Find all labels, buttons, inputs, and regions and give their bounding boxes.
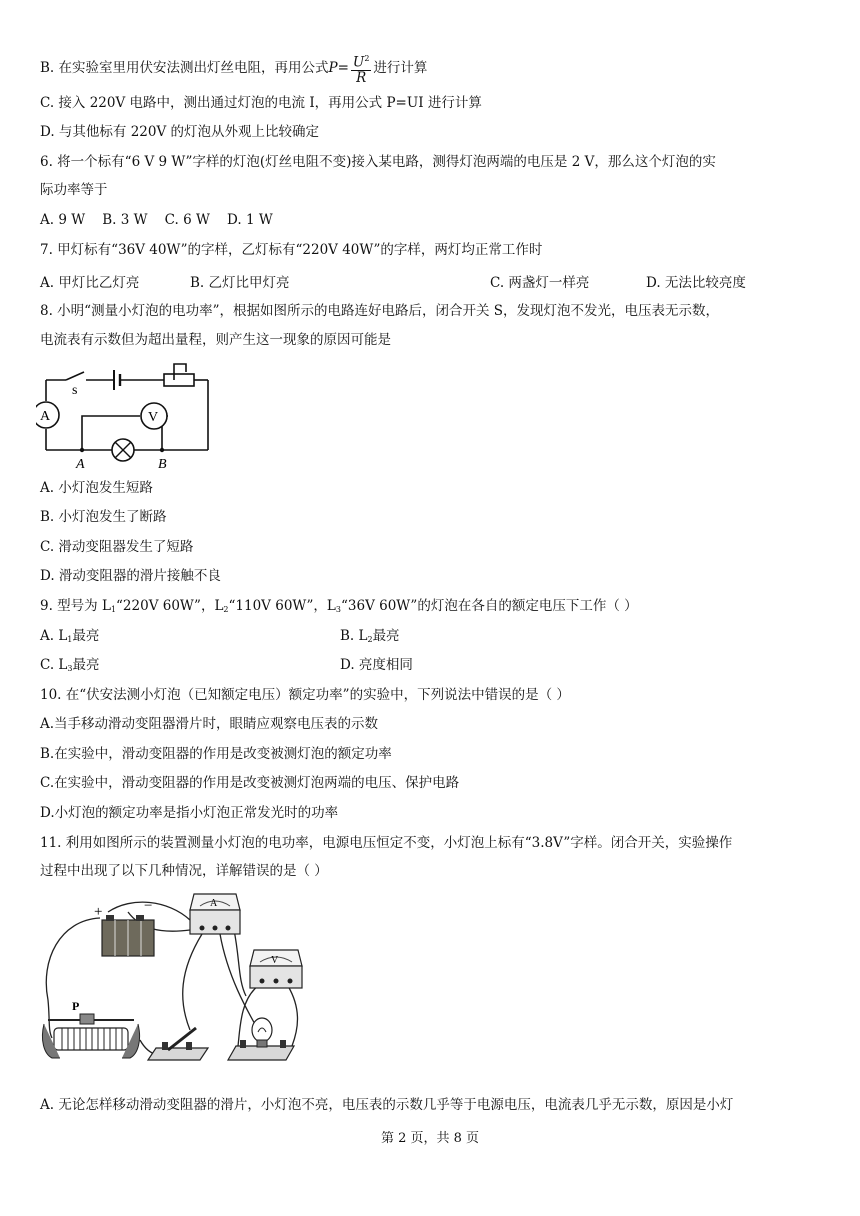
rheostat-label: P [72,999,80,1013]
formula-u: U [352,54,365,71]
lamp-icon [228,1018,294,1060]
formula-denominator: R [356,69,367,86]
voltmeter-label: V [148,410,159,425]
q5-option-d: D. 与其他标有 220V 的灯泡从外观上比较确定 [40,124,320,140]
q9-option-a [40,627,99,649]
q5-option-b [40,52,427,85]
point-a-label: A [76,457,85,472]
q9-option-d: D. 亮度相同 [340,657,413,673]
formula-p: P= [328,59,349,76]
q9c-pre: C. L [40,657,68,673]
voltmeter-icon [250,950,302,988]
q9-stem-part: “110V 60W”，L [228,598,336,614]
q9b-post: 最亮 [372,628,400,644]
formula-numerator [351,52,371,71]
formula-fraction [351,52,371,85]
q7-option-d: D. 无法比较亮度 [646,275,746,291]
q10-option-d: D.小灯泡的额定功率是指小灯泡正常发光时的功率 [40,805,339,821]
q9-stem-part: 9. 型号为 L [40,598,111,614]
q7-option-c: C. 两盏灯一样亮 [490,275,590,291]
q11-stem-2: 过程中出现了以下几种情况，详解错误的是（ ） [40,863,328,879]
battery-icon [102,915,154,956]
ammeter-text: A [210,898,218,909]
ammeter-label: A [40,409,51,424]
q9-stem-part: “220V 60W”，L [116,598,224,614]
q8-option-a: A. 小灯泡发生短路 [40,480,153,496]
q9b-pre: B. L [340,628,368,644]
q5b-tail: 进行计算 [373,59,428,76]
q8-option-b: B. 小灯泡发生了断路 [40,509,167,525]
q11-stem-1: 11. 利用如图所示的装置测量小灯泡的电功率，电源电压恒定不变，小灯泡上标有“3.8V”字样。闭合开关，实验操作 [40,835,733,851]
q7-option-a: A. 甲灯比乙灯亮 [40,275,140,291]
q9-option-b [340,627,400,649]
q10-option-b: B.在实验中，滑动变阻器的作用是改变被测灯泡的额定功率 [40,746,392,762]
q9a-pre: A. L [40,628,68,644]
q9-sub: 3 [335,605,341,614]
q6-stem-2: 际功率等于 [40,182,108,198]
q11-option-a: A. 无论怎样移动滑动变阻器的滑片，小灯泡不亮，电压表的示数几乎等于电源电压，电流表几乎无示数，原因是小灯 [40,1097,734,1113]
q7-stem: 7. 甲灯标有“36V 40W”的字样，乙灯标有“220V 40W”的字样，两灯均正常工作时 [40,242,543,258]
rheostat-icon [42,1014,139,1058]
q9b-sub: 2 [367,635,373,644]
q9a-post: 最亮 [72,628,100,644]
voltmeter-text: V [271,955,279,966]
q6-stem-1: 6. 将一个标有“6 V 9 W”字样的灯泡(灯丝电阻不变)接入某电路，测得灯泡两端的电压是 2 V，那么这个灯泡的实 [40,154,716,170]
q9-option-c [40,656,100,678]
page-footer: 第 2 页，共 8 页 [380,1131,480,1146]
point-b-label: B [158,457,167,472]
q9c-sub: 3 [67,664,73,673]
q5-option-c: C. 接入 220V 电路中，测出通过灯泡的电流 I，再用公式 P=UI 进行计算 [40,95,482,111]
plus-label: + [94,904,103,920]
q7-option-b: B. 乙灯比甲灯亮 [190,275,290,291]
q5b-text: B. 在实验室里用伏安法测出灯丝电阻，再用公式 [40,59,329,76]
q9-sub: 2 [223,605,229,614]
q9a-sub: 1 [67,635,73,644]
q6-options: A. 9 W B. 3 W C. 6 W D. 1 W [40,212,273,228]
q10-option-a: A.当手移动滑动变阻器滑片时，眼睛应观察电压表的示数 [40,716,379,732]
q9c-post: 最亮 [72,657,100,673]
formula-sup: 2 [364,54,370,63]
q9-sub: 1 [110,605,117,614]
ammeter-icon [190,894,240,934]
q8-option-c: C. 滑动变阻器发生了短路 [40,539,194,555]
q8-option-d: D. 滑动变阻器的滑片接触不良 [40,568,221,584]
q10-stem: 10. 在“伏安法测小灯泡（已知额定电压）额定功率”的实验中，下列说法中错误的是（ ） [40,687,570,703]
q8-stem-2: 电流表有示数但为超出量程，则产生这一现象的原因可能是 [40,332,391,348]
switch-icon [148,1028,208,1060]
switch-label: s [72,383,78,398]
q9-stem-part: “36V 60W”的灯泡在各自的额定电压下工作（ ） [341,598,638,614]
q10-option-c: C.在实验中，滑动变阻器的作用是改变被测灯泡两端的电压、保护电路 [40,775,460,791]
q9-stem [40,597,638,619]
q8-stem-1: 8. 小明“测量小灯泡的电功率”，根据如图所示的电路连好电路后，闭合开关 S，发现灯泡不发光，电压表无示数， [40,303,720,319]
minus-label: − [144,898,153,914]
q11-apparatus-illustration [40,890,330,1070]
q8-circuit-diagram [36,356,216,472]
